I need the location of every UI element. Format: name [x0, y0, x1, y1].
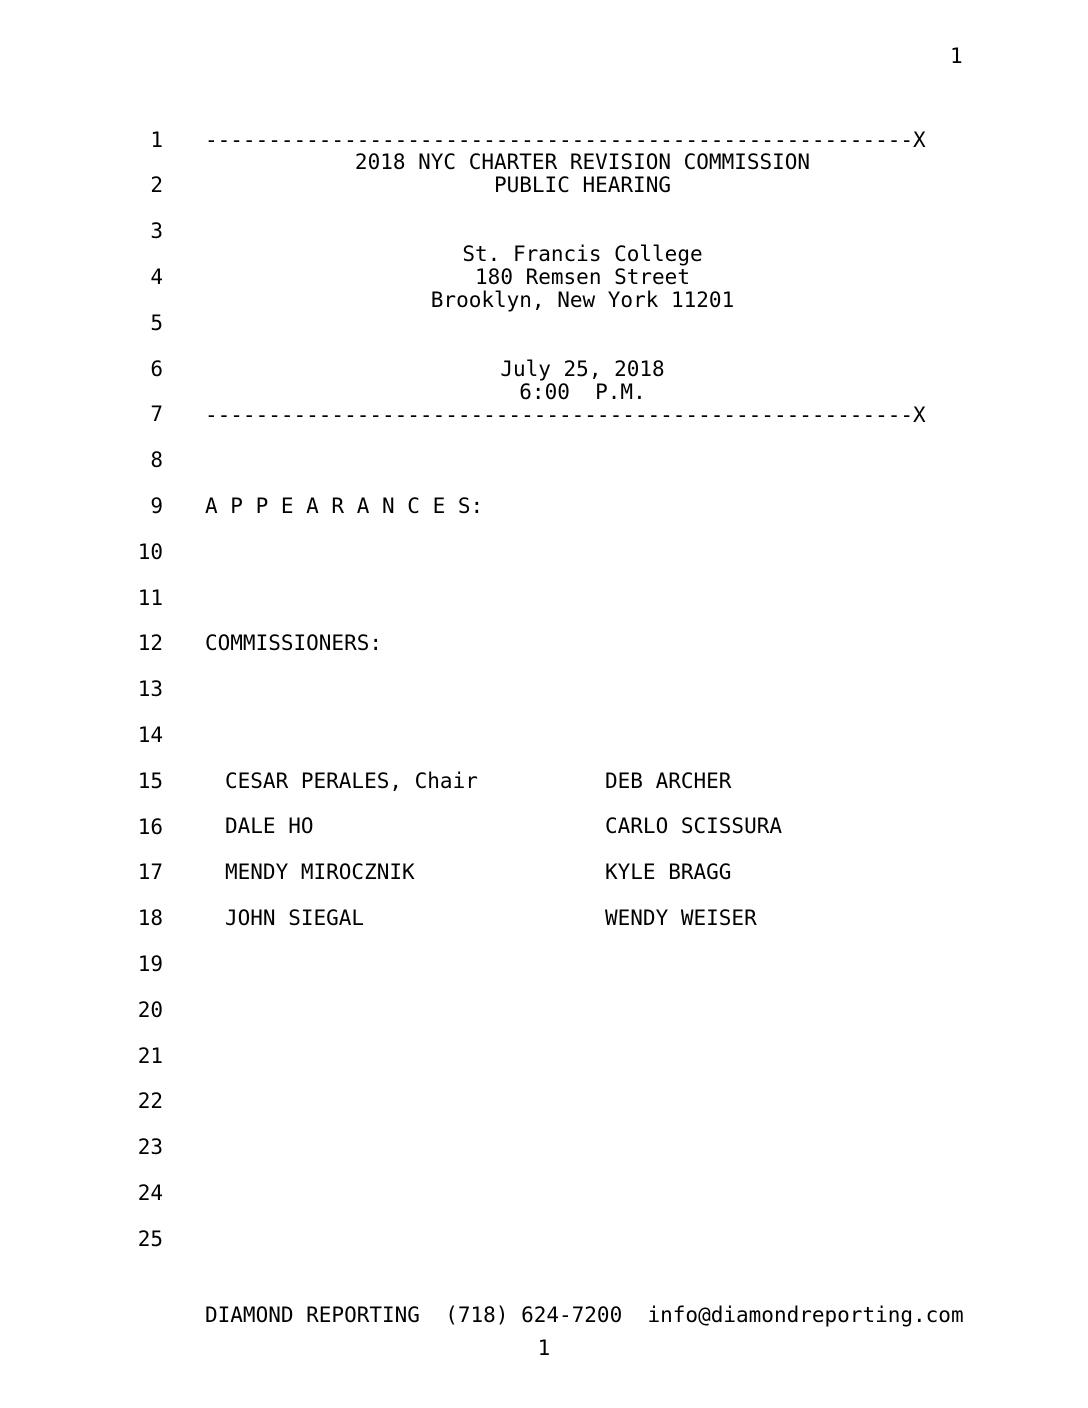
commissioner-name: DALE HO: [225, 814, 314, 838]
line-number: 9: [150, 493, 163, 518]
commissioner-name: CESAR PERALES, Chair: [225, 769, 478, 793]
footer-reporting-info: DIAMOND REPORTING (718) 624-7200 info@diamondreporting.com: [205, 1303, 964, 1327]
line-number: 13: [137, 677, 163, 702]
commissioner-name: KYLE BRAGG: [605, 860, 732, 884]
venue-city: Brooklyn, New York 11201: [430, 288, 735, 312]
commissioners-heading: COMMISSIONERS:: [205, 631, 383, 655]
commissioner-name: JOHN SIEGAL: [225, 906, 365, 930]
line-number: 24: [137, 1180, 163, 1205]
venue-name: St. Francis College: [462, 242, 703, 266]
line-number: 21: [137, 1043, 163, 1068]
line-number: 17: [137, 860, 163, 885]
separator-line-top: --------------------------------------------------------X: [205, 128, 926, 152]
line-number: 1: [150, 127, 163, 152]
line-number: 10: [137, 539, 163, 564]
venue-street: 180 Remsen Street: [475, 265, 690, 289]
hearing-subtitle: PUBLIC HEARING: [493, 173, 671, 197]
hearing-title: 2018 NYC CHARTER REVISION COMMISSION: [354, 150, 811, 174]
line-number: 12: [137, 631, 163, 656]
line-number: 15: [137, 768, 163, 793]
appearances-heading: A P P E A R A N C E S:: [205, 494, 484, 518]
page-number-bottom: 1: [537, 1336, 551, 1360]
line-number: 16: [137, 814, 163, 839]
line-number: 2: [150, 173, 163, 198]
line-number: 25: [137, 1226, 163, 1251]
commissioner-name: WENDY WEISER: [605, 906, 757, 930]
line-number: 14: [137, 722, 163, 747]
line-number: 3: [150, 219, 163, 244]
line-number: 6: [150, 356, 163, 381]
line-number: 5: [150, 310, 163, 335]
line-number: 20: [137, 997, 163, 1022]
line-number: 4: [150, 264, 163, 289]
commissioner-name: MENDY MIROCZNIK: [225, 860, 415, 884]
line-number: 7: [150, 402, 163, 427]
hearing-time: 6:00 P.M.: [519, 380, 646, 404]
commissioner-name: CARLO SCISSURA: [605, 814, 783, 838]
commissioner-name: DEB ARCHER: [605, 769, 732, 793]
line-number: 22: [137, 1089, 163, 1114]
separator-line-bottom: --------------------------------------------------------X: [205, 403, 926, 427]
hearing-date: July 25, 2018: [500, 357, 665, 381]
line-number: 11: [137, 585, 163, 610]
line-number: 23: [137, 1135, 163, 1160]
page-number-top: 1: [950, 44, 963, 68]
line-number: 18: [137, 906, 163, 931]
line-number: 8: [150, 448, 163, 473]
line-number: 19: [137, 951, 163, 976]
